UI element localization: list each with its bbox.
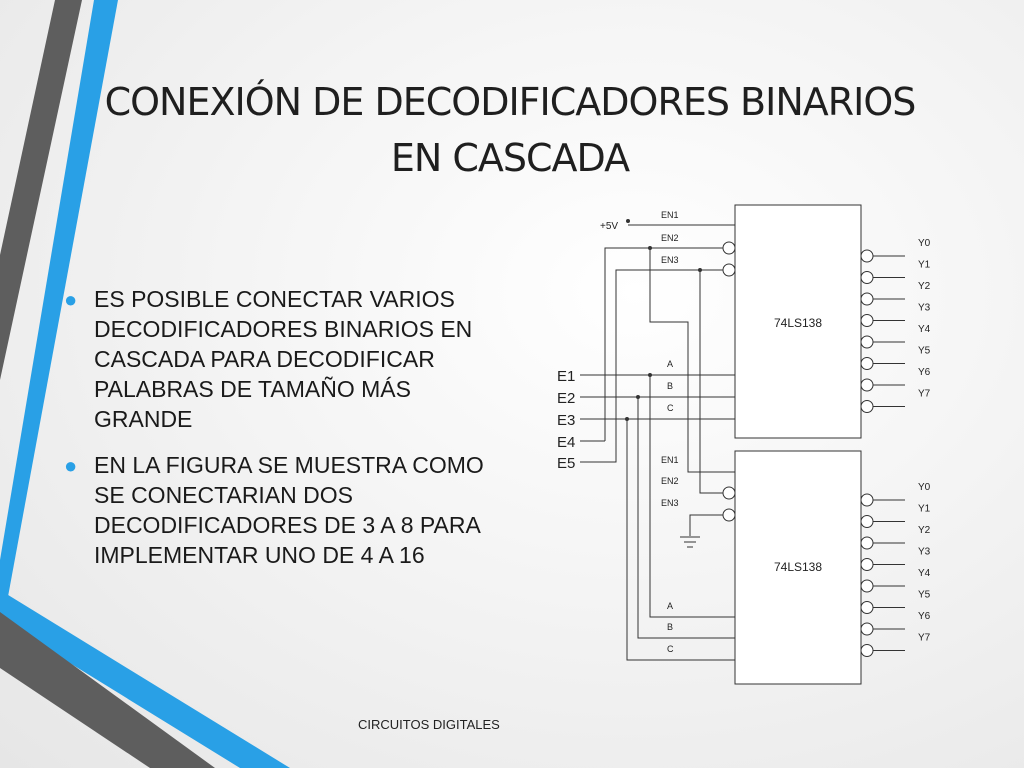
chip-top-pin-en2: EN2 [661, 233, 679, 243]
chip-bottom-output-bubble [861, 645, 873, 657]
chip-bottom-output-label-y6: Y6 [918, 611, 931, 622]
chip-top-output-label-y1: Y1 [918, 259, 931, 271]
chip-top-output-label-y5: Y5 [918, 345, 931, 357]
chip-bottom-output-bubble [861, 580, 873, 592]
chip-bottom-output-bubble [861, 537, 873, 549]
chip-top-name: 74LS138 [773, 316, 823, 330]
supply-label: +5V [600, 221, 619, 232]
bullet-dot-icon: ● [64, 453, 78, 478]
chip-bottom-output-bubble [861, 623, 873, 635]
chip-bottom-output-label-y2: Y2 [918, 525, 931, 536]
input-label-e1: E1 [557, 368, 576, 385]
title-line-1: CONEXIÓN DE DECODIFICADORES BINARIOS [104, 80, 916, 124]
chip-bottom-en2-bubble [723, 487, 735, 499]
chip-top-pin-a: A [667, 359, 674, 369]
input-label-e2: E2 [557, 390, 576, 407]
wire-e2-b-bottom [638, 397, 735, 638]
slide-title [60, 74, 960, 186]
chip-bottom-pin-a: A [667, 601, 674, 611]
chip-top-output-bubble [861, 250, 873, 262]
input-label-e3: E3 [557, 412, 576, 429]
chip-bottom-pin-en1: EN1 [661, 455, 679, 465]
bullet-item [60, 450, 490, 570]
chip-top-pin-c: C [667, 403, 674, 413]
chip-top-output-label-y2: Y2 [918, 281, 931, 292]
chip-bottom-pin-c: C [667, 644, 674, 654]
junction [648, 246, 652, 250]
chip-bottom-pin-b: B [667, 622, 674, 632]
chip-bottom-output-label-y7: Y7 [918, 632, 931, 644]
wire-e3-c-bottom [627, 419, 735, 660]
junction [625, 417, 629, 421]
chip-top-en2-bubble [723, 242, 735, 254]
chip-top-output-label-y3: Y3 [918, 302, 931, 314]
gray-stripe-bottom [0, 612, 215, 768]
chip-bottom-output-bubble [861, 559, 873, 571]
chip-bottom-output-bubble [861, 516, 873, 528]
wire-e1-a-bottom [650, 375, 735, 617]
chip-top-output-bubble [861, 336, 873, 348]
chip-top-output-bubble [861, 358, 873, 370]
chip-bottom-output-label-y4: Y4 [918, 568, 931, 579]
cascade-decoder-diagram [540, 200, 960, 690]
wire-e4-en2-top [605, 248, 723, 441]
chip-top-pin-en1: EN1 [661, 210, 679, 220]
supply-terminal [626, 219, 630, 223]
chip-bottom-pin-en3: EN3 [661, 498, 679, 508]
chip-top-output-label-y0: Y0 [918, 238, 931, 249]
chip-top-output-bubble [861, 401, 873, 413]
chip-top-output-bubble [861, 272, 873, 284]
chip-bottom-output-bubble [861, 602, 873, 614]
bullet-text: EN LA FIGURA SE MUESTRA COMO SE CONECTARIAN DOS DECODIFICADORES DE 3 A 8 PARA IMPLEMENTAR UNO DE 4 A 16 [94, 452, 484, 568]
chip-top-output-bubble [861, 379, 873, 391]
input-label-e5: E5 [557, 455, 576, 472]
junction [648, 373, 652, 377]
chip-top-pin-b: B [667, 381, 674, 391]
chip-bottom-output-label-y3: Y3 [918, 546, 931, 558]
chip-bottom-output-label-y1: Y1 [918, 503, 931, 515]
chip-top-output-label-y6: Y6 [918, 367, 931, 378]
wire-e5-en3-top [605, 270, 723, 462]
input-label-e4: E4 [557, 434, 576, 451]
chip-bottom-en3-bubble [723, 509, 735, 521]
junction [636, 395, 640, 399]
wire-en3-ground [690, 515, 723, 536]
wire-e5-en2-bottom [700, 270, 723, 493]
chip-bottom-output-label-y5: Y5 [918, 589, 931, 601]
bullet-item [60, 284, 490, 434]
chip-top-pin-en3: EN3 [661, 255, 679, 265]
chip-top-en3-bubble [723, 264, 735, 276]
chip-bottom-pin-en2: EN2 [661, 476, 679, 486]
chip-top-output-label-y7: Y7 [918, 388, 931, 400]
chip-top-output-bubble [861, 293, 873, 305]
chip-bottom-output-label-y0: Y0 [918, 482, 931, 493]
chip-bottom-output-bubble [861, 494, 873, 506]
chip-top-output-label-y4: Y4 [918, 324, 931, 335]
chip-bottom-name: 74LS138 [773, 560, 823, 574]
footer-text: CIRCUITOS DIGITALES [358, 717, 500, 732]
bullet-dot-icon: ● [64, 287, 78, 312]
chip-top-output-bubble [861, 315, 873, 327]
bullet-text: ES POSIBLE CONECTAR VARIOS DECODIFICADORES BINARIOS EN CASCADA PARA DECODIFICAR PALABRAS DE TAMAÑO MÁS GRANDE [94, 286, 473, 432]
junction [698, 268, 702, 272]
wire-e4-en1-bottom [650, 248, 735, 472]
bullet-list [60, 284, 490, 586]
title-line-2: EN CASCADA [390, 136, 630, 180]
